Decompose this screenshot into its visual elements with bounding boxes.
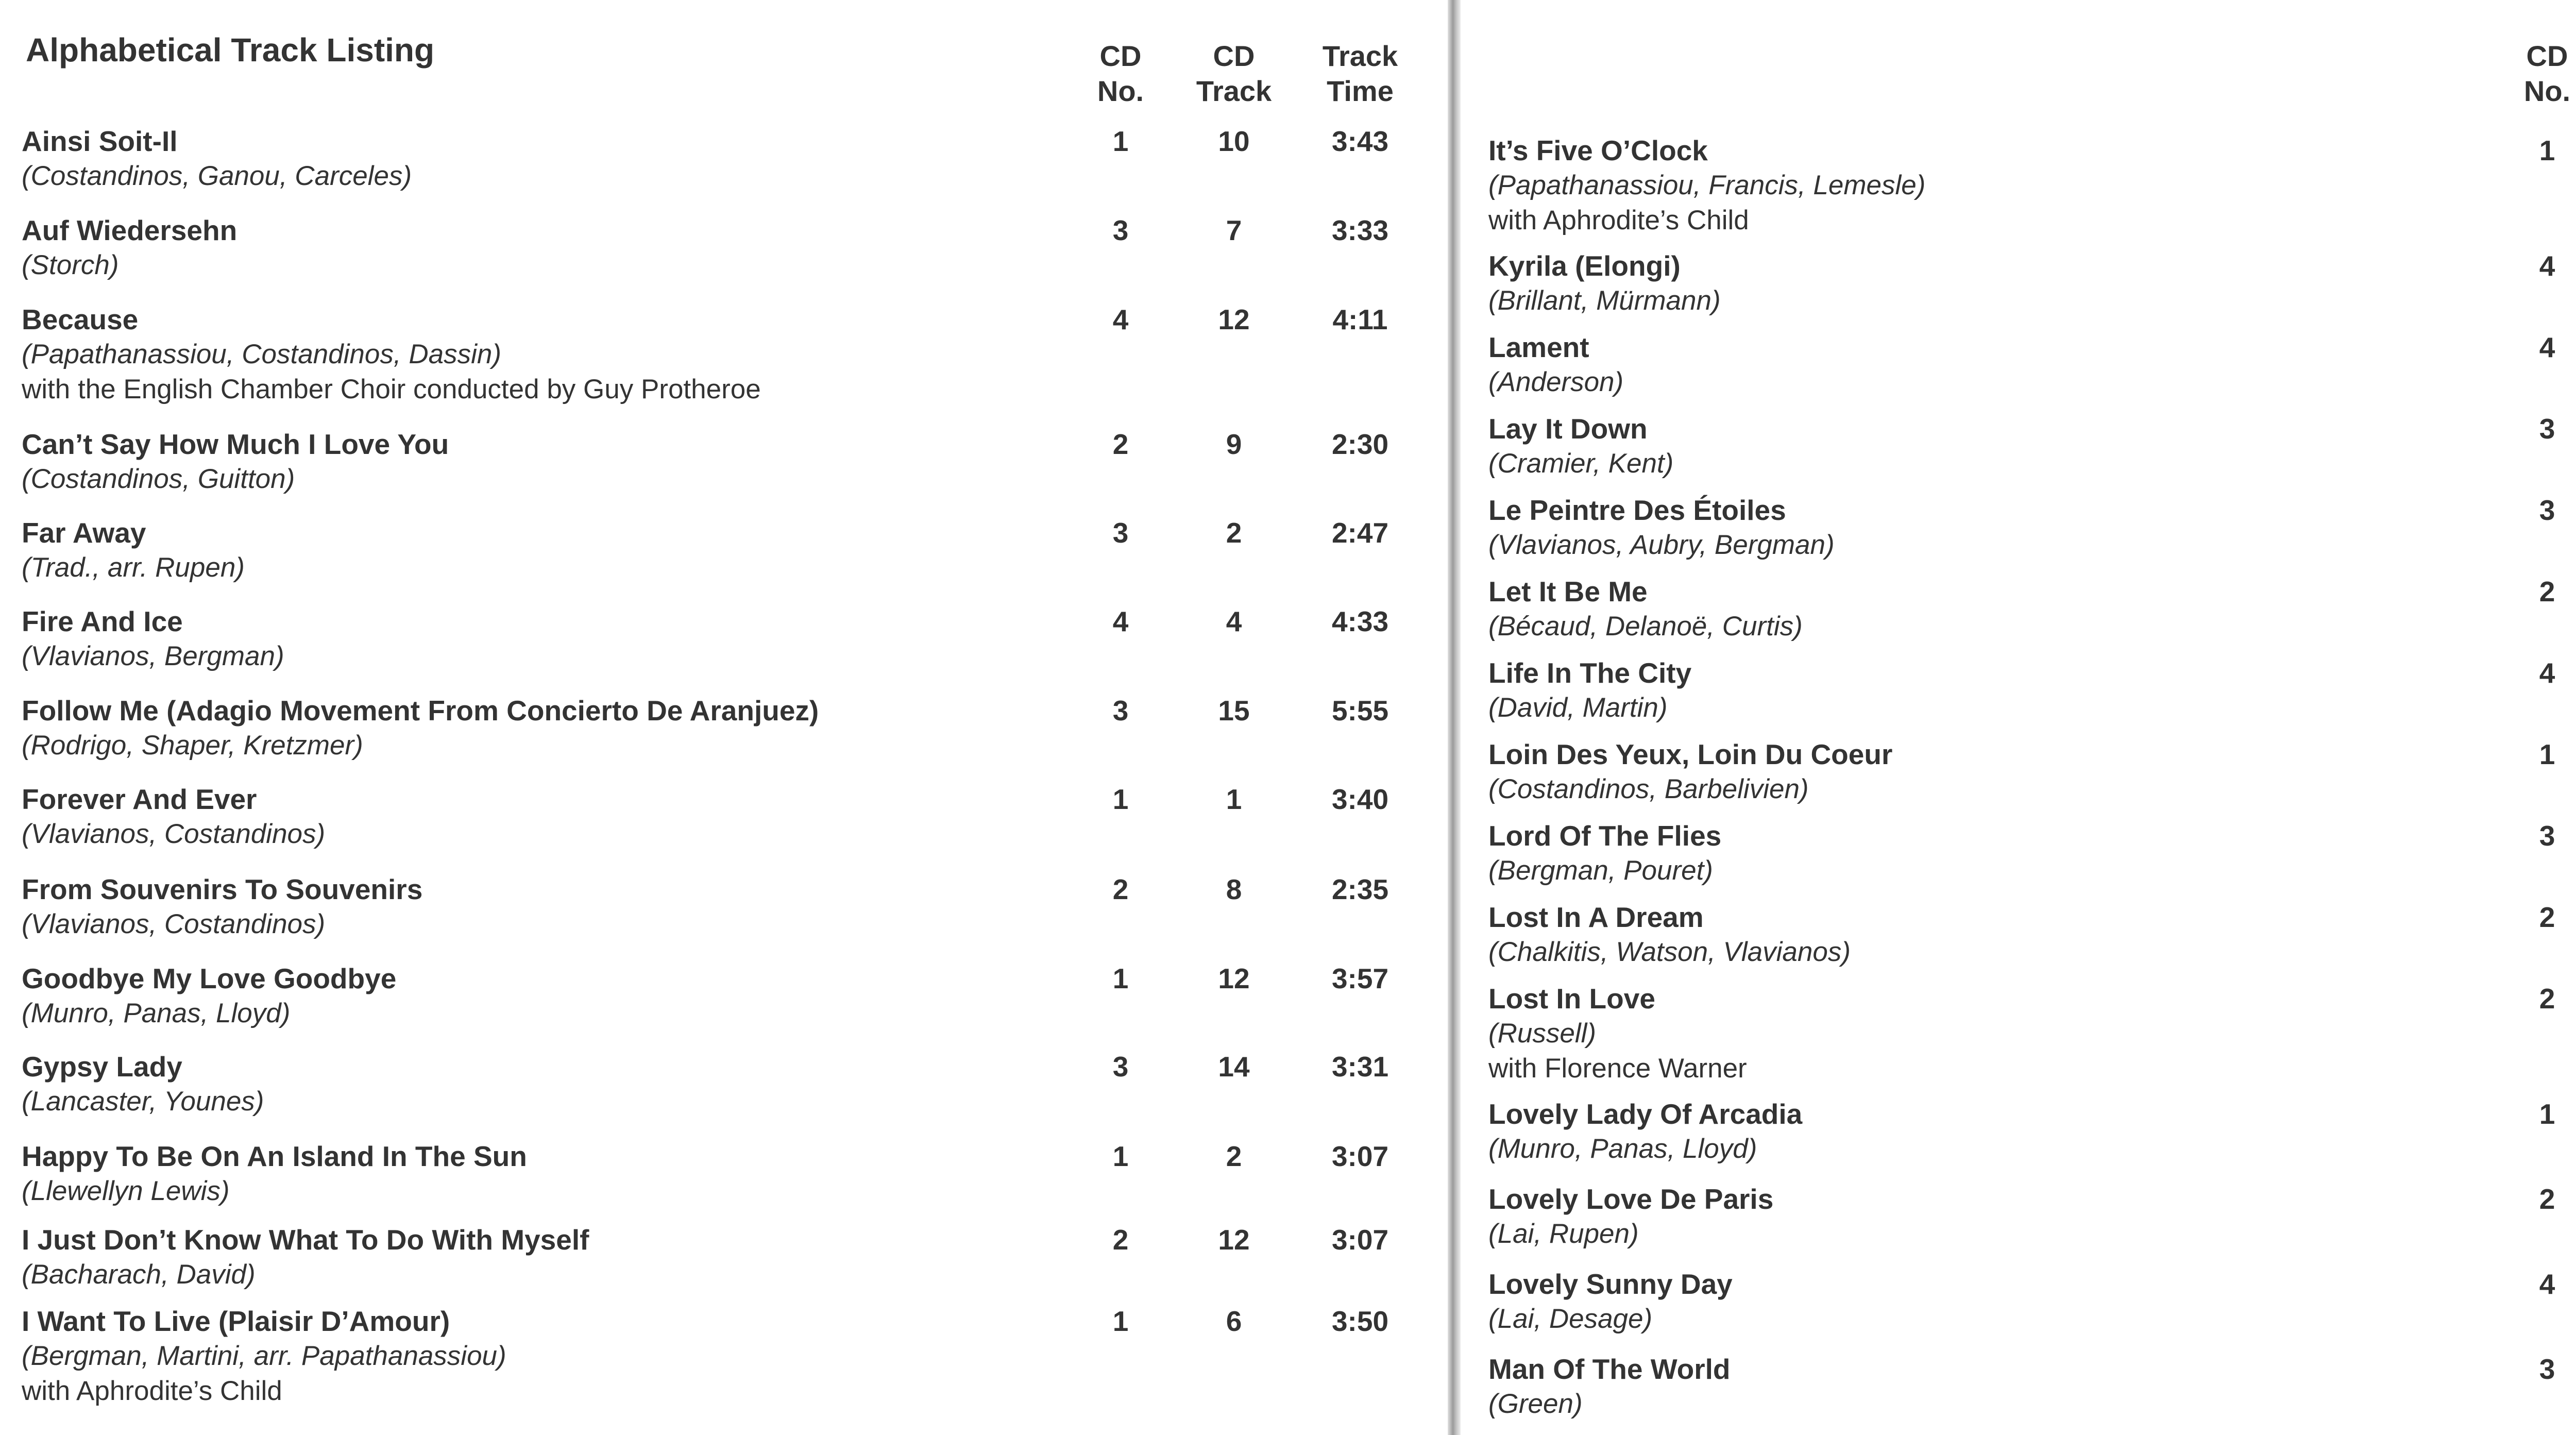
column-header-cd-no: CD No. [1097, 40, 1144, 107]
track-time: 5:55 [1331, 695, 1389, 727]
track-title: Happy To Be On An Island In The Sun [22, 1140, 527, 1172]
cd-number: 4 [2539, 657, 2555, 689]
track-title: Kyrila (Elongi) [1488, 250, 1681, 282]
track-time: 3:33 [1331, 214, 1389, 246]
cd-number: 4 [2539, 331, 2555, 363]
track-credit: (Vlavianos, Costandinos) [22, 819, 326, 849]
cd-number: 2 [1112, 428, 1129, 460]
track-title: Goodbye My Love Goodbye [22, 963, 397, 994]
track-entry [0, 693, 1448, 761]
track-credit: (Munro, Panas, Lloyd) [22, 998, 291, 1028]
track-time: 4:33 [1331, 605, 1389, 637]
track-time: 2:47 [1331, 517, 1389, 549]
cd-track-number: 7 [1226, 214, 1242, 246]
track-time: 3:50 [1331, 1305, 1389, 1337]
track-title: Lost In Love [1488, 983, 1655, 1015]
track-title: From Souvenirs To Souvenirs [22, 873, 423, 905]
cd-track-number: 2 [1226, 517, 1242, 549]
track-time: 4:11 [1332, 303, 1388, 335]
cd-number: 3 [2539, 1353, 2555, 1385]
right-page [1461, 0, 2576, 1435]
track-note: with the English Chamber Choir conducted by Guy Protheroe [22, 374, 761, 404]
track-entry [0, 515, 1448, 583]
cd-track-number: 12 [1218, 303, 1250, 335]
track-title: Forever And Ever [22, 783, 257, 815]
track-credit: (Green) [1488, 1389, 1583, 1419]
track-entry [1461, 1181, 2576, 1249]
cd-number: 1 [1112, 125, 1129, 157]
cd-number: 1 [2539, 1098, 2555, 1130]
track-time: 3:07 [1331, 1224, 1389, 1256]
track-credit: (Anderson) [1488, 367, 1624, 397]
cd-track-number: 1 [1226, 783, 1242, 815]
track-entry [1461, 818, 2576, 886]
cd-number: 2 [2539, 983, 2555, 1015]
track-time: 2:35 [1331, 873, 1389, 905]
track-note: with Aphrodite’s Child [1488, 205, 1749, 235]
cd-track-number: 12 [1218, 1224, 1250, 1256]
track-title: I Want To Live (Plaisir D’Amour) [22, 1305, 450, 1337]
track-credit: (Costandinos, Guitton) [22, 464, 295, 494]
cd-number: 3 [1112, 695, 1129, 727]
track-title: Lament [1488, 331, 1589, 363]
track-credit: (Bécaud, Delanoë, Curtis) [1488, 611, 1803, 641]
track-credit: (David, Martin) [1488, 693, 1668, 723]
track-credit: (Costandinos, Ganou, Carceles) [22, 161, 412, 191]
track-credit: (Cramier, Kent) [1488, 448, 1674, 479]
track-time: 3:07 [1331, 1140, 1389, 1172]
cd-number: 4 [1112, 303, 1129, 335]
track-list [1461, 0, 2576, 1435]
cd-track-number: 6 [1226, 1305, 1242, 1337]
track-entry [1461, 411, 2576, 479]
cd-number: 3 [2539, 413, 2555, 445]
track-credit: (Rodrigo, Shaper, Kretzmer) [22, 730, 363, 761]
track-credit: (Papathanassiou, Francis, Lemesle) [1488, 170, 1926, 200]
cd-track-number: 8 [1226, 873, 1242, 905]
track-title: Life In The City [1488, 657, 1692, 689]
cd-track-number: 10 [1218, 125, 1250, 157]
cd-number: 1 [2539, 738, 2555, 770]
cd-track-number: 15 [1218, 695, 1250, 727]
track-credit: (Llewellyn Lewis) [22, 1176, 230, 1206]
track-title: Fire And Ice [22, 605, 183, 637]
track-title: Let It Be Me [1488, 576, 1648, 607]
track-credit: (Vlavianos, Bergman) [22, 641, 284, 671]
track-title: Gypsy Lady [22, 1051, 182, 1083]
page-fold [1448, 0, 1461, 1435]
track-credit: (Bergman, Pouret) [1488, 855, 1713, 886]
track-credit: (Bacharach, David) [22, 1259, 256, 1290]
track-title: Man Of The World [1488, 1353, 1731, 1385]
track-title: Lovely Sunny Day [1488, 1268, 1733, 1300]
cd-number: 1 [1112, 1140, 1129, 1172]
cd-number: 4 [1112, 605, 1129, 637]
cd-track-number: 4 [1226, 605, 1242, 637]
track-time: 3:57 [1331, 963, 1389, 994]
track-credit: (Lancaster, Younes) [22, 1086, 264, 1117]
column-header-cd-track: CD Track [1196, 40, 1272, 107]
track-title: Ainsi Soit-Il [22, 125, 178, 157]
track-title: Follow Me (Adagio Movement From Concierto De Aranjuez) [22, 695, 819, 727]
page-title: Alphabetical Track Listing [26, 31, 435, 69]
track-credit: (Papathanassiou, Costandinos, Dassin) [22, 339, 501, 369]
track-credit: (Russell) [1488, 1018, 1597, 1049]
cd-number: 1 [1112, 783, 1129, 815]
track-credit: (Chalkitis, Watson, Vlavianos) [1488, 937, 1851, 967]
track-credit: (Bergman, Martini, arr. Papathanassiou) [22, 1341, 506, 1371]
cd-number: 3 [1112, 517, 1129, 549]
track-credit: (Trad., arr. Rupen) [22, 552, 245, 583]
track-title: Because [22, 303, 139, 335]
cd-number: 2 [1112, 873, 1129, 905]
track-entry [1461, 655, 2576, 723]
track-credit: (Costandinos, Barbelivien) [1488, 774, 1809, 804]
track-credit: (Vlavianos, Costandinos) [22, 909, 326, 939]
track-title: It’s Five O’Clock [1488, 134, 1708, 166]
track-title: Lost In A Dream [1488, 901, 1704, 933]
track-entry [0, 1049, 1448, 1117]
cd-track-number: 12 [1218, 963, 1250, 994]
track-title: Loin Des Yeux, Loin Du Coeur [1488, 738, 1893, 770]
cd-track-number: 14 [1218, 1051, 1250, 1083]
track-title: Can’t Say How Much I Love You [22, 428, 449, 460]
track-entry [1461, 981, 2576, 1084]
track-title: Le Peintre Des Étoiles [1488, 494, 1786, 526]
track-time: 3:40 [1331, 783, 1389, 815]
track-time: 3:43 [1331, 125, 1389, 157]
track-title: Lovely Lady Of Arcadia [1488, 1098, 1803, 1130]
track-entry [1461, 574, 2576, 641]
cd-number: 4 [2539, 1268, 2555, 1300]
track-title: Lovely Love De Paris [1488, 1183, 1774, 1215]
cd-track-number: 2 [1226, 1140, 1242, 1172]
track-entry [1461, 1096, 2576, 1164]
cd-number: 2 [2539, 1183, 2555, 1215]
track-time: 2:30 [1331, 428, 1389, 460]
track-title: Lord Of The Flies [1488, 820, 1722, 852]
track-title: Auf Wiedersehn [22, 214, 238, 246]
track-title: I Just Don’t Know What To Do With Myself [22, 1224, 589, 1256]
column-header-track-time: Track Time [1322, 40, 1398, 107]
track-note: with Aphrodite’s Child [22, 1376, 282, 1406]
cd-number: 2 [2539, 901, 2555, 933]
track-note: with Florence Warner [1488, 1053, 1747, 1084]
track-entry [1461, 248, 2576, 316]
track-credit: (Munro, Panas, Lloyd) [1488, 1134, 1757, 1164]
track-credit: (Vlavianos, Aubry, Bergman) [1488, 530, 1835, 560]
track-time: 3:31 [1331, 1051, 1389, 1083]
track-credit: (Lai, Rupen) [1488, 1219, 1639, 1249]
cd-number: 3 [1112, 214, 1129, 246]
cd-number: 3 [1112, 1051, 1129, 1083]
track-credit: (Storch) [22, 250, 119, 280]
cd-track-number: 9 [1226, 428, 1242, 460]
column-header-cd-no: CD No. [2523, 40, 2571, 107]
cd-number: 3 [2539, 494, 2555, 526]
cd-number: 2 [1112, 1224, 1129, 1256]
cd-number: 3 [2539, 820, 2555, 852]
cd-number: 2 [2539, 576, 2555, 607]
cd-number: 4 [2539, 250, 2555, 282]
cd-number: 1 [1112, 963, 1129, 994]
track-credit: (Lai, Desage) [1488, 1304, 1653, 1334]
track-title: Far Away [22, 517, 146, 549]
track-title: Lay It Down [1488, 413, 1648, 445]
cd-number: 1 [1112, 1305, 1129, 1337]
cd-number: 1 [2539, 134, 2555, 166]
track-credit: (Brillant, Mürmann) [1488, 285, 1721, 316]
track-entry [0, 1222, 1448, 1290]
